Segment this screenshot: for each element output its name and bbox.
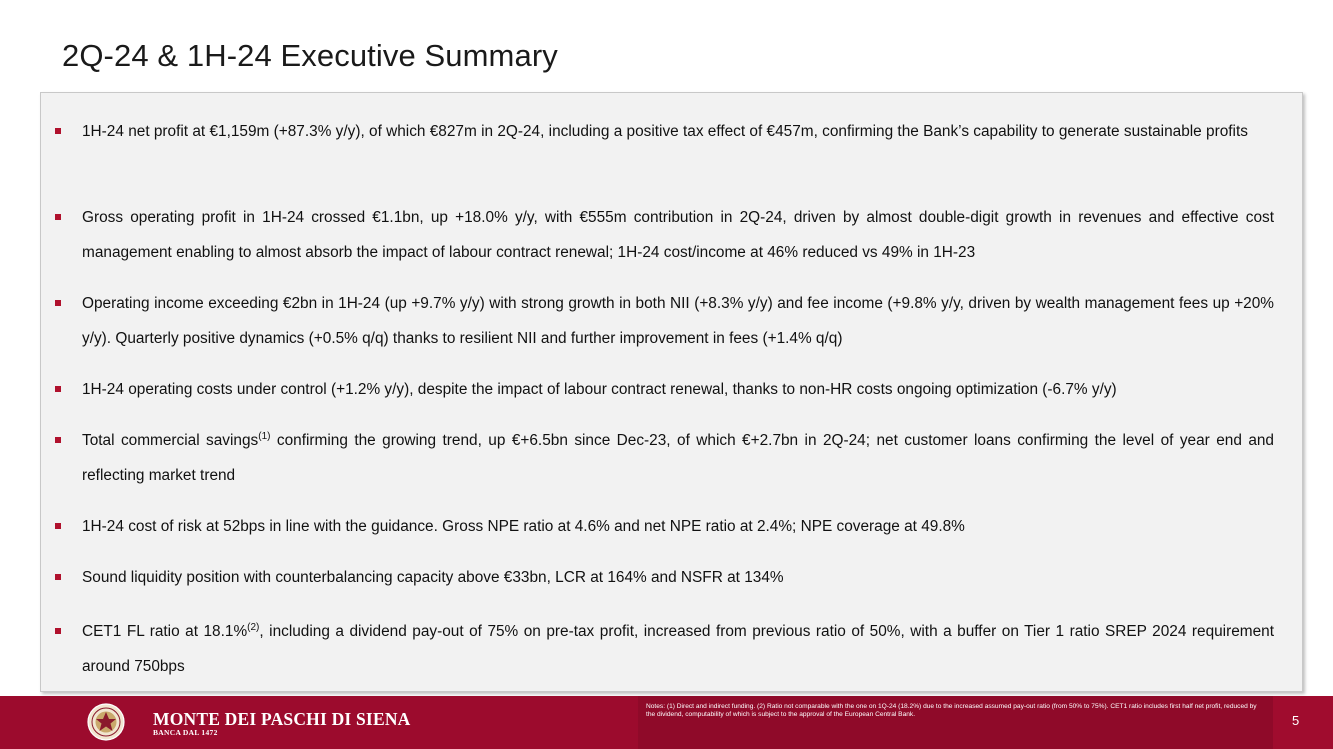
bullet-square-icon: [55, 386, 61, 392]
bullet-text: [82, 614, 1274, 684]
bullet-text: Gross operating profit in 1H-24 crossed €1.1bn, up +18.0% y/y, with €555m contribution in 2Q-24, driven by almost double-digit growth in revenues and effective cost management enabling to almost absorb the impact of labour contract renewal; 1H-24 cost/income at 46% reduced vs 49% in 1H-23: [82, 209, 1274, 261]
bullet-square-icon: [55, 628, 61, 634]
footnote-ref-1: (1): [258, 430, 271, 442]
footnote-ref-2: (2): [247, 621, 260, 633]
bullet-item: [41, 560, 1304, 595]
bullet-text: 1H-24 net profit at €1,159m (+87.3% y/y), of which €827m in 2Q-24, including a positive tax effect of €457m, confirming the Bank’s capability to generate sustainable profits: [82, 123, 1248, 140]
bullet-square-icon: [55, 574, 61, 580]
bullet-item: [41, 200, 1304, 270]
bullet-item: [41, 509, 1304, 544]
bank-seal-icon: [86, 702, 126, 742]
bullet-text-after: , including a dividend pay-out of 75% on pre-tax profit, increased from previous ratio of 50%, with a buffer on Tier 1 ratio SREP 2024 requirement around 750bps: [82, 623, 1275, 675]
slide-title: 2Q-24 & 1H-24 Executive Summary: [62, 38, 558, 73]
footnotes: Notes: (1) Direct and indirect funding. (2) Ratio not comparable with the one on 1Q-24 (18.2%) due to the increased assumed pay-out ratio (from 50% to 75%). CET1 ratio includes first half net profit, reduced by the dividend, computability of which is subject to the approval of the European Central Bank.: [646, 703, 1257, 718]
bullet-square-icon: [55, 437, 61, 443]
bullet-item: [41, 286, 1304, 356]
bullet-text-after: confirming the growing trend, up €+6.5bn since Dec-23, of which €+2.7bn in 2Q-24; net customer loans confirming the level of year end and reflecting market trend: [82, 432, 1274, 484]
footer-bar: [0, 696, 1333, 749]
notes-box: [638, 696, 1273, 749]
bullet-square-icon: [55, 300, 61, 306]
bullet-square-icon: [55, 214, 61, 220]
brand-name: MONTE DEI PASCHI DI SIENA: [153, 709, 411, 729]
bullet-item: [41, 114, 1304, 149]
bullet-text: Sound liquidity position with counterbalancing capacity above €33bn, LCR at 164% and NSFR at 134%: [82, 569, 784, 586]
bullet-text: Operating income exceeding €2bn in 1H-24 (up +9.7% y/y) with strong growth in both NII (+8.3% y/y) and fee income (+9.8% y/y, driven by wealth management fees up +20% y/y). Quarterly positive dynamics (+0.5% q/q) thanks to resilient NII and further improvement in fees (+1.4% q/q): [82, 295, 1274, 347]
page-number: 5: [1292, 713, 1300, 728]
brand-subtitle: BANCA DAL 1472: [153, 728, 218, 737]
footer-brand-area: [0, 696, 638, 749]
bullet-text: 1H-24 operating costs under control (+1.2% y/y), despite the impact of labour contract renewal, thanks to non-HR costs ongoing optimization (-6.7% y/y): [82, 381, 1117, 398]
bullet-text-before: CET1 FL ratio at 18.1%: [82, 623, 248, 640]
bullet-text: [82, 423, 1274, 493]
bullet-square-icon: [55, 128, 61, 134]
bullet-item: [41, 372, 1304, 407]
summary-panel: [40, 92, 1303, 692]
bullet-text: 1H-24 cost of risk at 52bps in line with the guidance. Gross NPE ratio at 4.6% and net NPE ratio at 2.4%; NPE coverage at 49.8%: [82, 518, 965, 535]
bullet-text-before: Total commercial savings: [82, 432, 259, 449]
bullet-item: [41, 423, 1304, 493]
bullet-item: [41, 614, 1304, 684]
bullet-square-icon: [55, 523, 61, 529]
